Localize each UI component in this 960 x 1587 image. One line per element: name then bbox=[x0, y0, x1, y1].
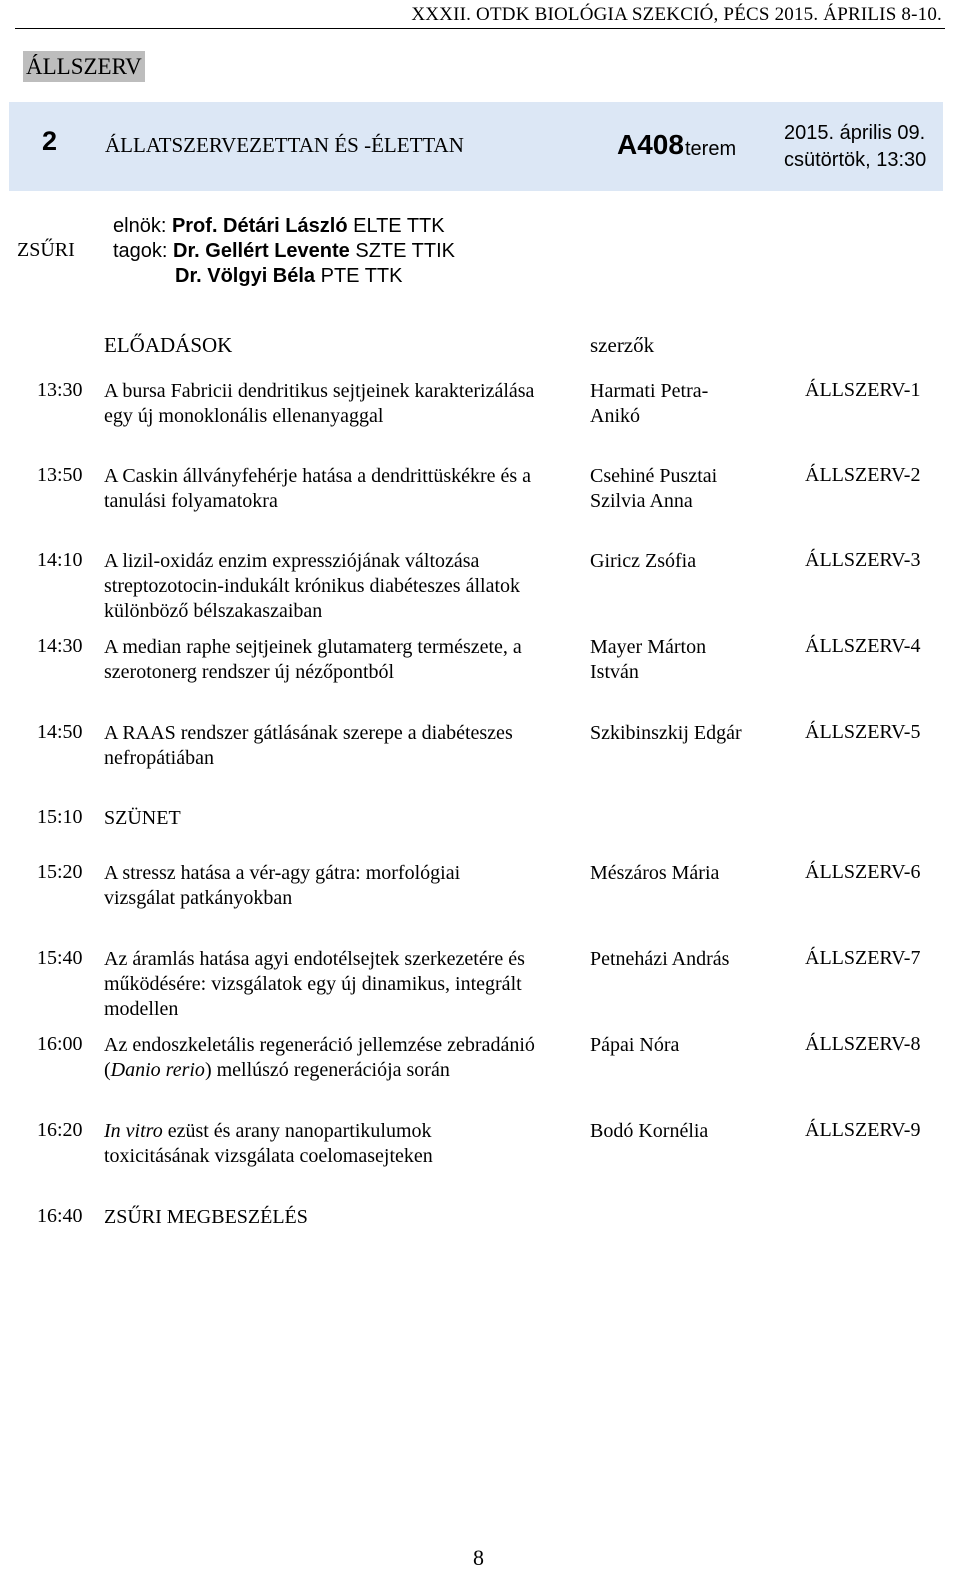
row-time: 15:10 bbox=[37, 806, 83, 828]
row-author: Harmati Petra-Anikó bbox=[590, 380, 709, 427]
row-code: ÁLLSZERV-4 bbox=[805, 635, 921, 657]
row-time: 13:50 bbox=[37, 464, 83, 486]
row-author: Bodó Kornélia bbox=[590, 1120, 709, 1142]
row-title: A median raphe sejtjeinek glutamaterg természete, a szerotonerg rendszer új nézőpontból bbox=[104, 636, 522, 683]
jury-member-1 bbox=[113, 240, 455, 263]
room-code: A408 bbox=[617, 129, 684, 160]
session-number: 2 bbox=[42, 126, 58, 156]
jury-chair-prefix: elnök: bbox=[113, 215, 167, 237]
row-title: A lizil-oxidáz enzim expressziójának változása streptozotocin-indukált krónikus diabéteszes állatok különböző bélszakaszaiban bbox=[104, 550, 520, 622]
row-title bbox=[104, 1119, 484, 1169]
row-title-pre: Az endoszkeletális regeneráció jellemzése zebradánió ( bbox=[104, 1034, 535, 1081]
row-code: ÁLLSZERV-9 bbox=[805, 1119, 921, 1141]
page-header: XXXII. OTDK BIOLÓGIA SZEKCIÓ, PÉCS 2015. ÁPRILIS 8-10. bbox=[411, 4, 942, 25]
row-code: ÁLLSZERV-5 bbox=[805, 721, 921, 743]
row-time: 16:40 bbox=[37, 1205, 83, 1227]
row-author: Csehiné Pusztai Szilvia Anna bbox=[590, 465, 718, 512]
row-code: ÁLLSZERV-8 bbox=[805, 1033, 921, 1055]
page-number: 8 bbox=[473, 1545, 484, 1570]
jury-member2-inst: PTE TTK bbox=[320, 265, 403, 287]
jury-chair-name: Prof. Détári László bbox=[171, 215, 348, 237]
room-word: terem bbox=[685, 138, 737, 160]
row-time: 14:30 bbox=[37, 635, 83, 657]
jury-member1-inst: SZTE TTIK bbox=[355, 240, 455, 262]
row-title: A bursa Fabricii dendritikus sejtjeinek karakterizálása egy új monoklonális ellenanyaggal bbox=[104, 380, 535, 427]
row-title: A stressz hatása a vér-agy gátra: morfológiai vizsgálat patkányokban bbox=[104, 862, 461, 909]
session-date-line2: csütörtök, 13:30 bbox=[784, 149, 927, 171]
row-time: 14:10 bbox=[37, 549, 83, 571]
jury-label: ZSŰRI bbox=[17, 239, 75, 261]
row-author: Mészáros Mária bbox=[590, 862, 720, 884]
row-time: 15:40 bbox=[37, 947, 83, 969]
row-title bbox=[104, 1033, 544, 1083]
talks-column-header: ELŐADÁSOK bbox=[104, 333, 233, 357]
row-author: Mayer Márton István bbox=[590, 636, 707, 683]
jury-member-2 bbox=[175, 265, 403, 288]
row-time: 16:20 bbox=[37, 1119, 83, 1141]
authors-column-header: szerzők bbox=[590, 333, 655, 357]
header-rule bbox=[15, 28, 945, 29]
session-date bbox=[784, 120, 926, 174]
jury-chair-inst: ELTE TTK bbox=[353, 215, 445, 237]
row-title: Az áramlás hatása agyi endotélsejtek szerkezetére és működésére: vizsgálatok egy új dinamikus, integrált modellen bbox=[104, 948, 525, 1020]
row-author: Petneházi András bbox=[590, 948, 730, 970]
row-title-post: ) mellúszó regenerációja során bbox=[204, 1059, 450, 1081]
row-code: ÁLLSZERV-1 bbox=[805, 379, 921, 401]
jury-members-prefix: tagok: bbox=[113, 240, 168, 262]
session-date-line1: 2015. április 09. bbox=[784, 122, 926, 144]
row-title: SZÜNET bbox=[104, 807, 181, 829]
row-title: ZSŰRI MEGBESZÉLÉS bbox=[104, 1206, 308, 1228]
jury-member2-name: Dr. Völgyi Béla bbox=[175, 265, 316, 287]
row-time: 13:30 bbox=[37, 379, 83, 401]
row-author: Giricz Zsófia bbox=[590, 550, 697, 572]
row-code: ÁLLSZERV-7 bbox=[805, 947, 921, 969]
row-author: Szkibinszkij Edgár bbox=[590, 722, 742, 744]
row-time: 15:20 bbox=[37, 861, 83, 883]
row-time: 16:00 bbox=[37, 1033, 83, 1055]
row-author: Pápai Nóra bbox=[590, 1034, 680, 1056]
row-title-italic: In vitro bbox=[104, 1120, 163, 1142]
row-time: 14:50 bbox=[37, 721, 83, 743]
jury-member1-name: Dr. Gellért Levente bbox=[173, 240, 350, 262]
row-title: A Caskin állványfehérje hatása a dendrittüskékre és a tanulási folyamatokra bbox=[104, 465, 532, 512]
row-title-italic: Danio rerio bbox=[110, 1059, 205, 1081]
row-title-post: ezüst és arany nanopartikulumok toxicitásának vizsgálata coelomasejteken bbox=[104, 1120, 433, 1167]
section-label: ÁLLSZERV bbox=[23, 51, 145, 82]
row-title: A RAAS rendszer gátlásának szerepe a diabéteszes nefropátiában bbox=[104, 722, 513, 769]
jury-chair bbox=[113, 215, 445, 238]
row-code: ÁLLSZERV-6 bbox=[805, 861, 921, 883]
row-code: ÁLLSZERV-2 bbox=[805, 464, 921, 486]
session-banner bbox=[9, 102, 943, 191]
session-title: ÁLLATSZERVEZETTAN ÉS -ÉLETTAN bbox=[105, 133, 464, 157]
row-code: ÁLLSZERV-3 bbox=[805, 549, 921, 571]
